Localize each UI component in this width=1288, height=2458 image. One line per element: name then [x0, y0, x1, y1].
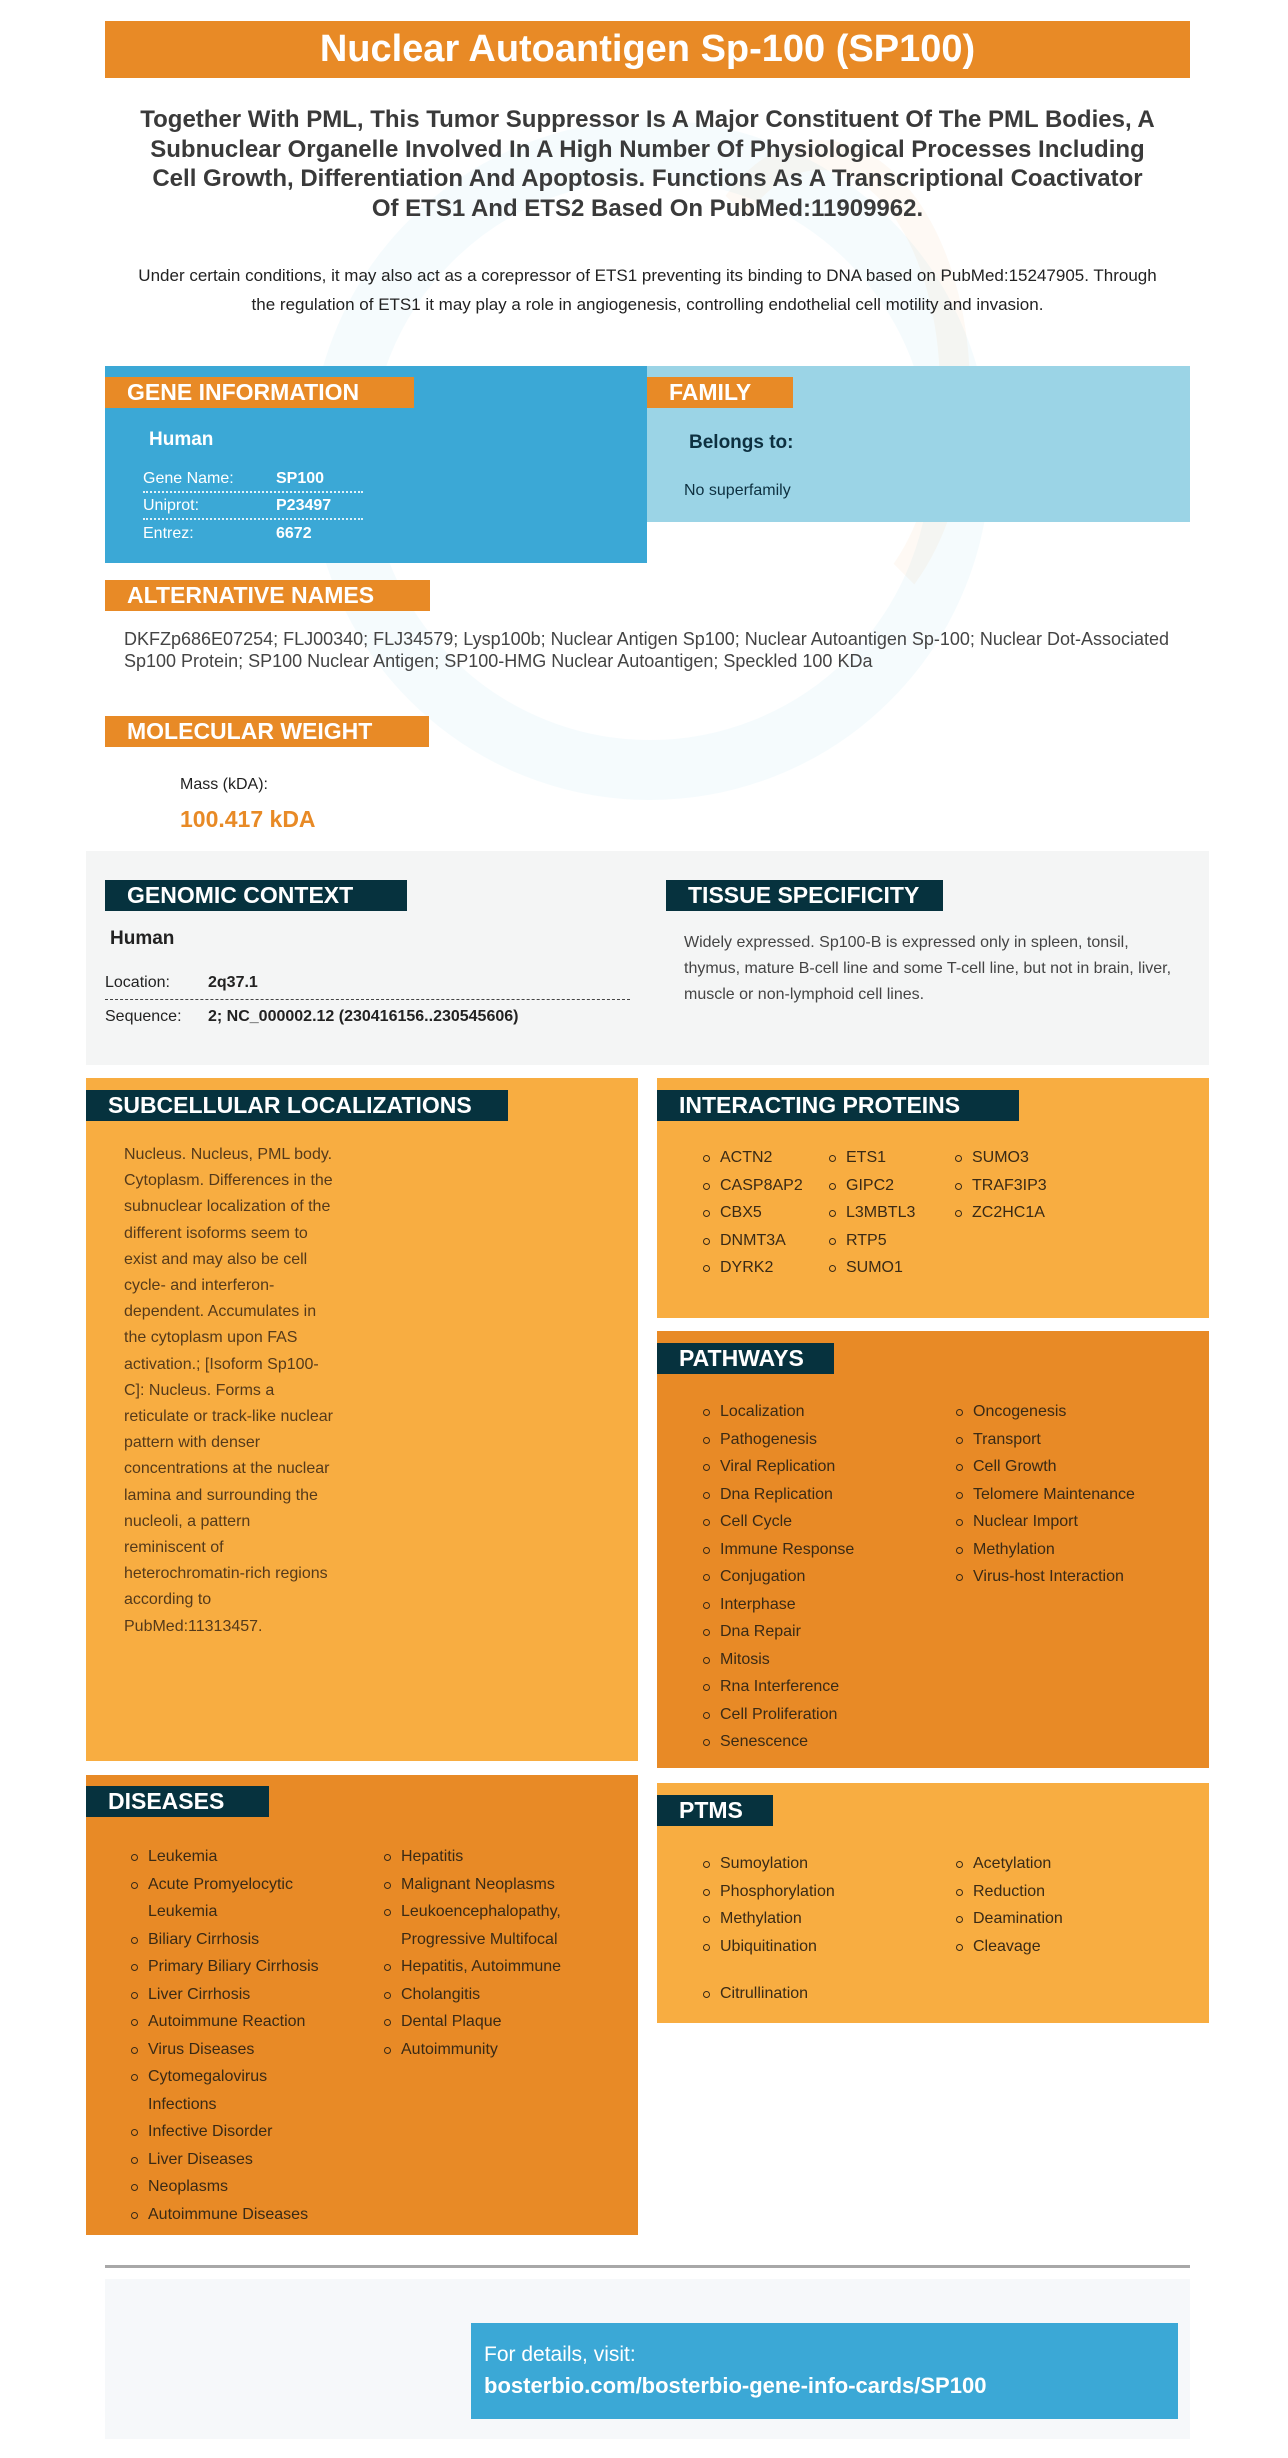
list-item: ZC2HC1A [954, 1199, 1047, 1227]
list-item: Phosphorylation [702, 1878, 955, 1906]
row-value: 2q37.1 [208, 973, 258, 991]
list-column [130, 1843, 383, 2228]
subcellular-localizations-panel [86, 1078, 638, 1761]
subcellular-localizations-text: Nucleus. Nucleus, PML body. Cytoplasm. Differences in the subnuclear localization of the different isoforms seem to exist and may also be cell cycle- and interferon-dependent. Accumulates in the cytoplasm upon FAS activation.; [Isoform Sp100-C]: Nucleus. Forms a reticulate or track-like nuclear pattern with denser concentrations at the nuclear lamina and surrounding the nucleoli, a pattern reminiscent of heterochromatin-rich regions according to PubMed:11313457. [124, 1146, 333, 1635]
list-column [828, 1144, 954, 1282]
list-column [954, 1144, 1047, 1282]
tissue-specificity-text: Widely expressed. Sp100-B is expressed only in spleen, tonsil, thymus, mature B-cell line and some T-cell line, but not in brain, liver, muscle or non-lymphoid cell lines. [684, 934, 1172, 1003]
list-item: Cleavage [955, 1933, 1063, 1961]
list-item: TRAF3IP3 [954, 1172, 1047, 1200]
list-item: ETS1 [828, 1144, 954, 1172]
list-item: Dna Replication [702, 1481, 955, 1509]
list-item: Neoplasms [130, 2173, 330, 2201]
list-item: Virus Diseases [130, 2036, 330, 2064]
list-item: Senescence [702, 1728, 955, 1756]
list-item: GIPC2 [828, 1172, 954, 1200]
list-item: Autoimmunity [383, 2036, 583, 2064]
function-summary: Together With PML, This Tumor Suppressor Is A Major Constituent Of The PML Bodies, A Subnuclear Organelle Involved In A High Number Of Physiological Processes Including Cell Growth, Differentiation And Apoptosis. Functions As A Transcriptional Coactivator Of ETS1 And ETS2 Based On PubMed:11909962. [140, 106, 1155, 222]
list-item: Cell Cycle [702, 1508, 955, 1536]
gene-info-row-entrez [143, 520, 363, 547]
list-item: Liver Cirrhosis [130, 1981, 330, 2009]
row-label: Gene Name: [143, 469, 234, 487]
list-item: Hepatitis [383, 1843, 583, 1871]
gene-info-row-gene-name [143, 466, 363, 493]
row-value: 6672 [276, 524, 312, 542]
genomic-row-location [105, 966, 630, 1000]
section-header-tissue-specificity: TISSUE SPECIFICITY [666, 880, 943, 911]
page-title: Nuclear Autoantigen Sp-100 (SP100) [105, 21, 1190, 78]
list-item: Infective Disorder [130, 2118, 330, 2146]
list-item: ACTN2 [702, 1144, 828, 1172]
list-column [702, 1850, 955, 1960]
gene-info-table [143, 466, 363, 547]
list-item: Cytomegalovirus Infections [130, 2063, 330, 2118]
list-item: DYRK2 [702, 1254, 828, 1282]
footer-divider [105, 2265, 1190, 2268]
section-header-pathways: PATHWAYS [657, 1343, 834, 1374]
list-item: Dental Plaque [383, 2008, 583, 2036]
section-header-interacting-proteins: INTERACTING PROTEINS [657, 1090, 1019, 1121]
section-header-alternative-names: ALTERNATIVE NAMES [105, 580, 430, 611]
list-item: SUMO3 [954, 1144, 1047, 1172]
belongs-to-label: Belongs to: [689, 432, 794, 453]
pathways-panel [657, 1331, 1209, 1768]
list-item: Nuclear Import [955, 1508, 1135, 1536]
list-item: Sumoylation [702, 1850, 955, 1878]
row-label: Uniprot: [143, 496, 200, 514]
row-label: Location: [105, 973, 170, 991]
list-item: RTP5 [828, 1227, 954, 1255]
ptms-list [702, 1850, 1063, 1960]
list-item: Methylation [702, 1905, 955, 1933]
list-item: Acute Promyelocytic Leukemia [130, 1871, 330, 1926]
function-description: Under certain conditions, it may also act as a corepressor of ETS1 preventing its binding to DNA based on PubMed:15247905. Through the regulation of ETS1 it may play a role in angiogenesis, controlling endothelial cell motility and invasion. [138, 266, 1157, 314]
list-item: Localization [702, 1398, 955, 1426]
list-item: DNMT3A [702, 1227, 828, 1255]
list-column [383, 1843, 583, 2228]
ptms-extra-list [702, 1980, 955, 2008]
row-value: 2; NC_000002.12 (230416156..230545606) [208, 1008, 519, 1025]
section-header-ptms: PTMS [657, 1795, 773, 1826]
gene-information-panel [105, 366, 647, 563]
row-label: Sequence: [105, 1008, 182, 1025]
ptms-panel [657, 1783, 1209, 2023]
gene-info-row-uniprot [143, 493, 363, 520]
list-item: Acetylation [955, 1850, 1063, 1878]
list-item: Autoimmune Diseases [130, 2201, 330, 2229]
diseases-list [130, 1843, 583, 2228]
list-item: Pathogenesis [702, 1426, 955, 1454]
list-column [955, 1850, 1063, 1960]
mass-label: Mass (kDA): [180, 776, 268, 793]
list-item: Immune Response [702, 1536, 955, 1564]
alternative-names-text: DKFZp686E07254; FLJ00340; FLJ34579; Lysp100b; Nuclear Antigen Sp100; Nuclear Autoantigen Sp-100; Nuclear Dot-Associated Sp100 Protein; SP100 Nuclear Antigen; SP100-HMG Nuclear Autoantigen; Speckled 100 KDa [124, 629, 1169, 671]
section-header-genomic-context: GENOMIC CONTEXT [105, 880, 407, 911]
list-item: CASP8AP2 [702, 1172, 828, 1200]
gene-species: Human [149, 429, 214, 450]
list-item: Viral Replication [702, 1453, 955, 1481]
section-header-subcellular-localizations: SUBCELLULAR LOCALIZATIONS [86, 1090, 508, 1121]
list-item: Malignant Neoplasms [383, 1871, 583, 1899]
list-column [702, 1144, 828, 1282]
list-item: L3MBTL3 [828, 1199, 954, 1227]
list-item: Autoimmune Reaction [130, 2008, 330, 2036]
section-header-diseases: DISEASES [86, 1786, 269, 1817]
interacting-proteins-panel [657, 1078, 1209, 1318]
pathways-list [702, 1398, 1135, 1756]
interacting-proteins-list [702, 1144, 1047, 1282]
list-item: Telomere Maintenance [955, 1481, 1135, 1509]
list-item: Dna Repair [702, 1618, 955, 1646]
details-link-box[interactable] [471, 2323, 1178, 2419]
list-item: CBX5 [702, 1199, 828, 1227]
genomic-row-sequence [105, 1000, 630, 1034]
row-value: P23497 [276, 496, 332, 514]
row-label: Entrez: [143, 524, 194, 542]
details-label: For details, visit: [484, 2343, 636, 2366]
list-column [955, 1398, 1135, 1756]
row-value: SP100 [276, 469, 325, 487]
list-item: Reduction [955, 1878, 1063, 1906]
list-column [702, 1980, 955, 2008]
list-column [702, 1398, 955, 1756]
section-header-molecular-weight: MOLECULAR WEIGHT [105, 716, 429, 747]
list-item: Rna Interference [702, 1673, 955, 1701]
list-item: Hepatitis, Autoimmune [383, 1953, 583, 1981]
list-item: Biliary Cirrhosis [130, 1926, 330, 1954]
list-item: Leukemia [130, 1843, 330, 1871]
section-header-family: FAMILY [647, 377, 793, 408]
list-item: Ubiquitination [702, 1933, 955, 1961]
list-item: SUMO1 [828, 1254, 954, 1282]
list-item: Oncogenesis [955, 1398, 1135, 1426]
genomic-species: Human [110, 928, 175, 949]
mass-value: 100.417 kDA [180, 806, 316, 832]
family-value: No superfamily [684, 482, 791, 499]
list-item: Virus-host Interaction [955, 1563, 1135, 1591]
list-item: Liver Diseases [130, 2146, 330, 2174]
diseases-panel [86, 1775, 638, 2235]
list-item: Citrullination [702, 1980, 955, 2008]
section-header-gene-information: GENE INFORMATION [105, 377, 414, 408]
list-item: Conjugation [702, 1563, 955, 1591]
family-panel [647, 366, 1190, 522]
list-item: Mitosis [702, 1646, 955, 1674]
list-item: Interphase [702, 1591, 955, 1619]
genomic-context-table [105, 966, 630, 1034]
list-item: Cholangitis [383, 1981, 583, 2009]
list-item: Cell Growth [955, 1453, 1135, 1481]
list-item: Deamination [955, 1905, 1063, 1933]
details-link[interactable]: bosterbio.com/bosterbio-gene-info-cards/SP100 [484, 2373, 987, 2398]
list-item: Transport [955, 1426, 1135, 1454]
list-item: Methylation [955, 1536, 1135, 1564]
list-item: Cell Proliferation [702, 1701, 955, 1729]
list-item: Leukoencephalopathy, Progressive Multifocal [383, 1898, 583, 1953]
list-item: Primary Biliary Cirrhosis [130, 1953, 330, 1981]
